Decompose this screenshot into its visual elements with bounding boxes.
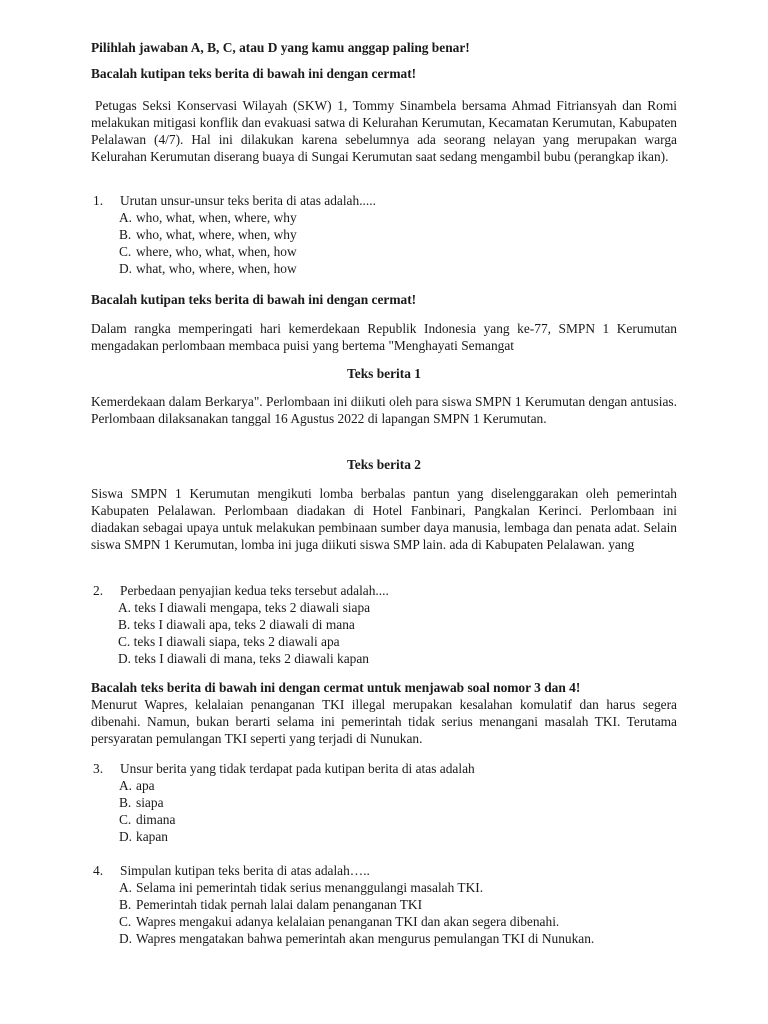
question-3-options <box>91 777 691 845</box>
question-3-option-c[interactable]: C. dimana <box>119 812 176 827</box>
teks-berita-2-body: Siswa SMPN 1 Kerumutan mengikuti lomba berbalas pantun yang diselenggarakan oleh pemerintah Kabupaten Pelalawan. Perlombaan diadakan di Hotel Fanbinari, Pangkalan Kerinci. Perlombaan ini diadakan sebagai upaya untuk melakukan pembinaan sumber daya manusia, lembaga dan penata adat. Selain siswa SMPN 1 Kerumutan, lomba ini juga diikuti siswa SMP lain. ada di Kabupaten Pelalawan. yang <box>91 486 677 552</box>
question-4-stem <box>91 862 691 879</box>
section3-heading: Bacalah teks berita di bawah ini dengan cermat untuk menjawab soal nomor 3 dan 4! <box>91 680 581 695</box>
question-4-options <box>91 879 691 947</box>
section2-intro: Dalam rangka memperingati hari kemerdekaan Republik Indonesia yang ke-77, SMPN 1 Kerumutan mengadakan perlombaan membaca puisi yang bertema "Menghayati Semangat <box>91 321 677 353</box>
question-3-stem <box>91 760 691 777</box>
question-2-options <box>91 599 691 667</box>
teks-berita-2-title: Teks berita 2 <box>347 457 421 472</box>
question-4-text: Simpulan kutipan teks berita di atas adalah….. <box>120 863 370 878</box>
question-1 <box>91 192 691 277</box>
question-1-option-d[interactable]: D. what, who, where, when, how <box>119 261 297 276</box>
teks-berita-1-title: Teks berita 1 <box>347 366 421 381</box>
question-4-option-a[interactable]: A. Selama ini pemerintah tidak serius menanggulangi masalah TKI. <box>119 880 484 895</box>
question-1-number: 1. <box>93 193 104 208</box>
question-3-option-a[interactable]: A. apa <box>119 778 155 793</box>
instruction: Pilihlah jawaban A, B, C, atau D yang kamu anggap paling benar! <box>91 40 470 55</box>
question-2-text: Perbedaan penyajian kedua teks tersebut adalah.... <box>120 583 389 598</box>
question-2-option-a[interactable]: A. teks I diawali mengapa, teks 2 diawali siapa <box>118 600 371 615</box>
question-2 <box>91 582 691 667</box>
question-4-option-c[interactable]: C. Wapres mengakui adanya kelalaian penanganan TKI dan akan segera dibenahi. <box>119 914 560 929</box>
question-4-number: 4. <box>93 863 104 878</box>
question-4 <box>91 862 691 947</box>
section2-heading: Bacalah kutipan teks berita di bawah ini dengan cermat! <box>91 292 417 307</box>
question-1-options <box>91 209 691 277</box>
section1-passage: Petugas Seksi Konservasi Wilayah (SKW) 1, Tommy Sinambela bersama Ahmad Fitriansyah dan Romi melakukan mitigasi konflik dan evakuasi satwa di Kelurahan Kerumutan, Kecamatan Kerumutan, Kabupaten Pelalawan (4/7). Hal ini dilakukan karena sebelumnya ada seorang nelayan yang merupakan warga Kelurahan Kerumutan diserang buaya di Sungai Kerumutan saat sedang mengambil bubu (perangkap ikan). <box>91 98 677 164</box>
question-2-stem <box>91 582 691 599</box>
question-1-option-c[interactable]: C. where, who, what, when, how <box>119 244 297 259</box>
section3-passage: Menurut Wapres, kelalaian penanganan TKI illegal merupakan kesalahan komulatif dan harus segera dibenahi. Namun, bukan berarti selama ini pemerintah tidak serius menangani masalah TKI. Terutama persyaratan pemulangan TKI seperti yang terjadi di Nunukan. <box>91 697 677 746</box>
question-1-option-a[interactable]: A. who, what, when, where, why <box>119 210 297 225</box>
question-1-option-b[interactable]: B. who, what, where, when, why <box>119 227 297 242</box>
question-4-option-d[interactable]: D. Wapres mengatakan bahwa pemerintah akan mengurus pemulangan TKI di Nunukan. <box>119 931 595 946</box>
question-4-option-b[interactable]: B. Pemerintah tidak pernah lalai dalam penanganan TKI <box>119 897 423 912</box>
question-2-option-b[interactable]: B. teks I diawali apa, teks 2 diawali di mana <box>118 617 355 632</box>
question-3-number: 3. <box>93 761 104 776</box>
question-1-stem <box>91 192 691 209</box>
question-1-text: Urutan unsur-unsur teks berita di atas adalah..... <box>120 193 376 208</box>
section1-heading: Bacalah kutipan teks berita di bawah ini dengan cermat! <box>91 66 417 81</box>
question-3-option-b[interactable]: B. siapa <box>119 795 164 810</box>
question-2-number: 2. <box>93 583 104 598</box>
question-3 <box>91 760 691 845</box>
question-3-text: Unsur berita yang tidak terdapat pada kutipan berita di atas adalah <box>120 761 475 776</box>
question-2-option-d[interactable]: D. teks I diawali di mana, teks 2 diawali kapan <box>118 651 370 666</box>
teks-berita-1-body: Kemerdekaan dalam Berkarya". Perlombaan ini diikuti oleh para siswa SMPN 1 Kerumutan dengan antusias. Perlombaan dilaksanakan tanggal 16 Agustus 2022 di lapangan SMPN 1 Kerumutan. <box>91 394 677 426</box>
question-2-option-c[interactable]: C. teks I diawali siapa, teks 2 diawali apa <box>118 634 340 649</box>
question-3-option-d[interactable]: D. kapan <box>119 829 168 844</box>
